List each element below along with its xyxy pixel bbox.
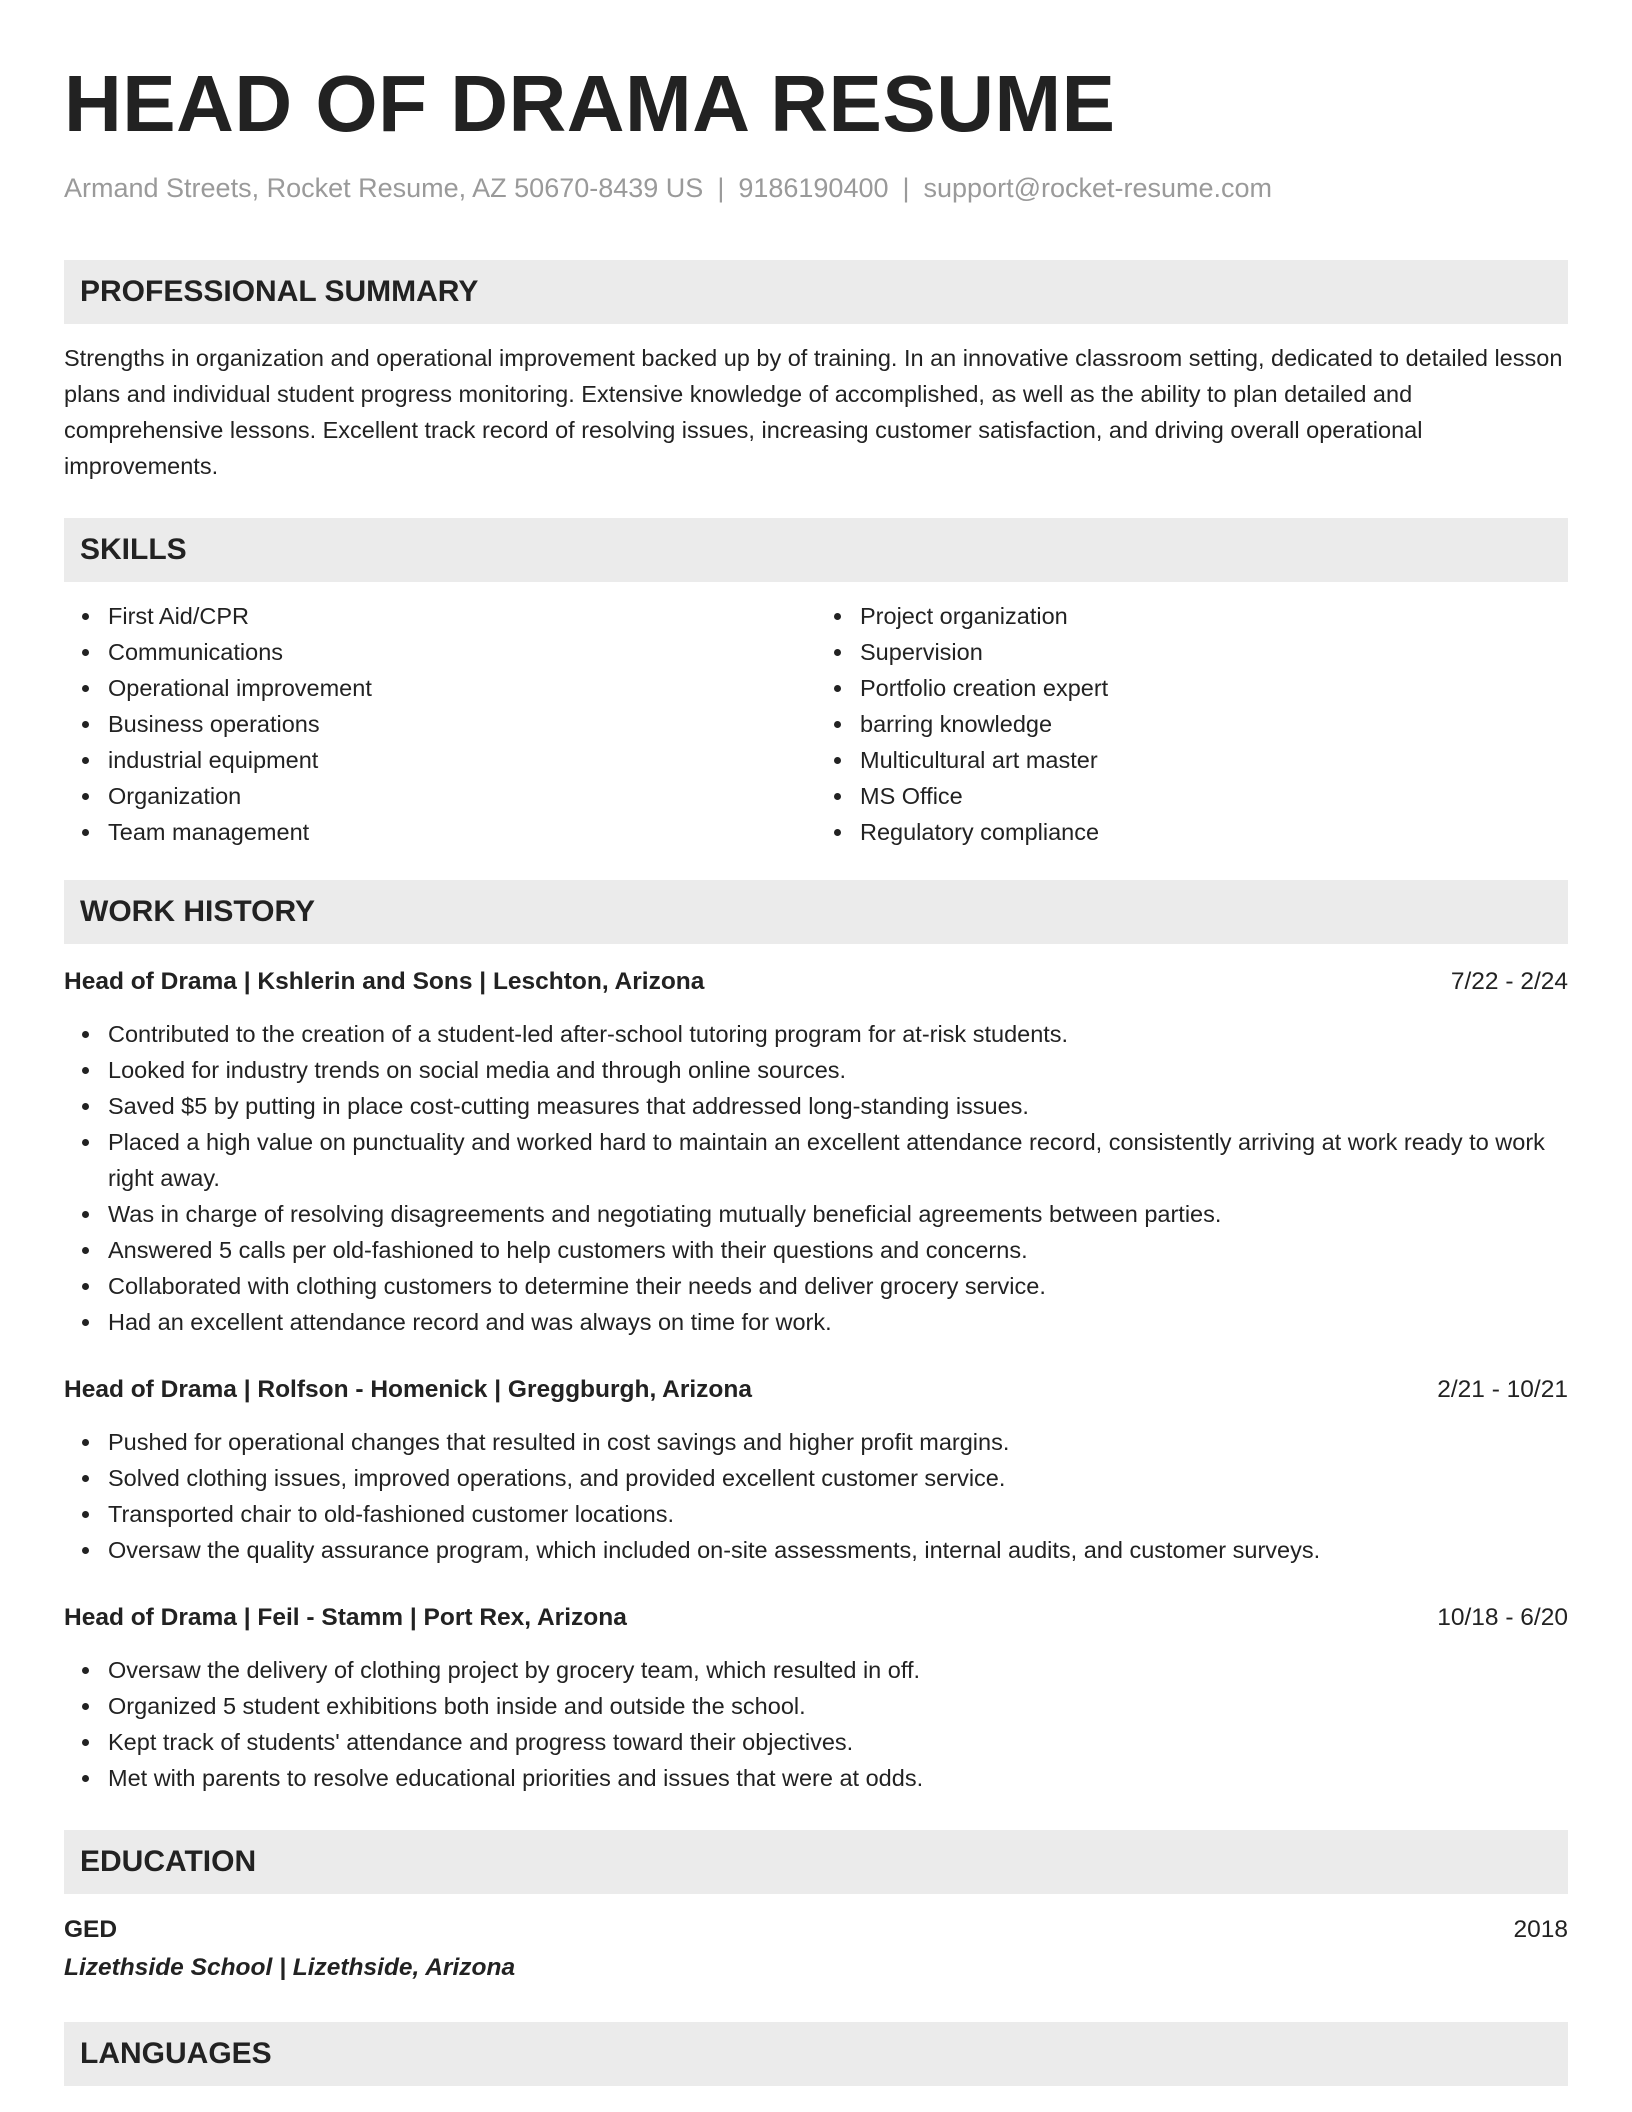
skills-column-right xyxy=(816,598,1568,850)
skill-item: Supervision xyxy=(860,634,1568,670)
job-bullet: Was in charge of resolving disagreements and negotiating mutually beneficial agreements between parties. xyxy=(108,1196,1568,1232)
job-bullet: Pushed for operational changes that resulted in cost savings and higher profit margins. xyxy=(108,1424,1568,1460)
skill-item: Business operations xyxy=(108,706,816,742)
contact-line xyxy=(64,170,1568,206)
job-bullet: Looked for industry trends on social media and through online sources. xyxy=(108,1052,1568,1088)
job-bullet: Organized 5 student exhibitions both inside and outside the school. xyxy=(108,1688,1568,1724)
job-header xyxy=(64,964,1568,1000)
resume-title: HEAD OF DRAMA RESUME xyxy=(64,59,1116,148)
job-title: Head of Drama | Feil - Stamm | Port Rex, Arizona xyxy=(64,1604,627,1631)
skill-item: Team management xyxy=(108,814,816,850)
job-bullets xyxy=(64,1424,1568,1568)
section-heading-skills: SKILLS xyxy=(64,518,1568,582)
education-entry xyxy=(64,1912,1568,1986)
job-bullet: Answered 5 calls per old-fashioned to help customers with their questions and concerns. xyxy=(108,1232,1568,1268)
job-bullets xyxy=(64,1652,1568,1796)
job-bullet: Oversaw the delivery of clothing project by grocery team, which resulted in off. xyxy=(108,1652,1568,1688)
section-heading-languages: LANGUAGES xyxy=(64,2022,1568,2086)
job-bullet: Collaborated with clothing customers to determine their needs and deliver grocery service. xyxy=(108,1268,1568,1304)
job-bullet: Placed a high value on punctuality and worked hard to maintain an excellent attendance record, consistently arriving at work ready to work right away. xyxy=(108,1124,1568,1196)
job-bullet: Contributed to the creation of a student-led after-school tutoring program for at-risk students. xyxy=(108,1016,1568,1052)
job-entry xyxy=(64,1372,1568,1568)
skill-item: Operational improvement xyxy=(108,670,816,706)
education-year: 2018 xyxy=(1513,1916,1568,1943)
job-entry xyxy=(64,1600,1568,1796)
job-title: Head of Drama | Rolfson - Homenick | Greggburgh, Arizona xyxy=(64,1376,752,1403)
job-bullet: Oversaw the quality assurance program, which included on-site assessments, internal audits, and customer surveys. xyxy=(108,1532,1568,1568)
phone: 9186190400 xyxy=(738,173,889,203)
skill-item: Portfolio creation expert xyxy=(860,670,1568,706)
skill-item: MS Office xyxy=(860,778,1568,814)
section-heading-education: EDUCATION xyxy=(64,1830,1568,1894)
job-bullet: Had an excellent attendance record and was always on time for work. xyxy=(108,1304,1568,1340)
education-header xyxy=(64,1912,1568,1948)
job-bullet: Met with parents to resolve educational priorities and issues that were at odds. xyxy=(108,1760,1568,1796)
skill-item: First Aid/CPR xyxy=(108,598,816,634)
skills-list xyxy=(64,598,1568,850)
job-bullet: Solved clothing issues, improved operations, and provided excellent customer service. xyxy=(108,1460,1568,1496)
job-dates: 7/22 - 2/24 xyxy=(1450,968,1568,995)
skill-item: Organization xyxy=(108,778,816,814)
job-header xyxy=(64,1372,1568,1408)
separator: | xyxy=(717,173,725,203)
job-dates: 2/21 - 10/21 xyxy=(1437,1376,1568,1403)
job-entry xyxy=(64,964,1568,1340)
job-bullet: Transported chair to old-fashioned customer locations. xyxy=(108,1496,1568,1532)
job-header xyxy=(64,1600,1568,1636)
section-heading-work-history: WORK HISTORY xyxy=(64,880,1568,944)
skills-column-left xyxy=(64,598,816,850)
job-bullets xyxy=(64,1016,1568,1340)
job-bullet: Kept track of students' attendance and progress toward their objectives. xyxy=(108,1724,1568,1760)
education-school: Lizethside School | Lizethside, Arizona xyxy=(64,1954,516,1981)
job-dates: 10/18 - 6/20 xyxy=(1437,1604,1568,1631)
skill-item: Regulatory compliance xyxy=(860,814,1568,850)
skill-item: industrial equipment xyxy=(108,742,816,778)
job-title: Head of Drama | Kshlerin and Sons | Leschton, Arizona xyxy=(64,968,705,995)
section-heading-summary: PROFESSIONAL SUMMARY xyxy=(64,260,1568,324)
summary-text: Strengths in organization and operational improvement backed up by of training. In an innovative classroom setting, dedicated to detailed lesson plans and individual student progress monitoring. Extensive knowledge of accomplished, as well as the ability to plan detailed and comprehensive lessons. Excellent track record of resolving issues, increasing customer satisfaction, and driving overall operational improvements. xyxy=(64,345,1563,479)
job-bullet: Saved $5 by putting in place cost-cutting measures that addressed long-standing issues. xyxy=(108,1088,1568,1124)
skill-item: Project organization xyxy=(860,598,1568,634)
address: Armand Streets, Rocket Resume, AZ 50670-8439 US xyxy=(64,173,704,203)
skill-item: Communications xyxy=(108,634,816,670)
skill-item: Multicultural art master xyxy=(860,742,1568,778)
email: support@rocket-resume.com xyxy=(923,173,1273,203)
education-degree: GED xyxy=(64,1916,118,1943)
separator: | xyxy=(902,173,910,203)
skill-item: barring knowledge xyxy=(860,706,1568,742)
